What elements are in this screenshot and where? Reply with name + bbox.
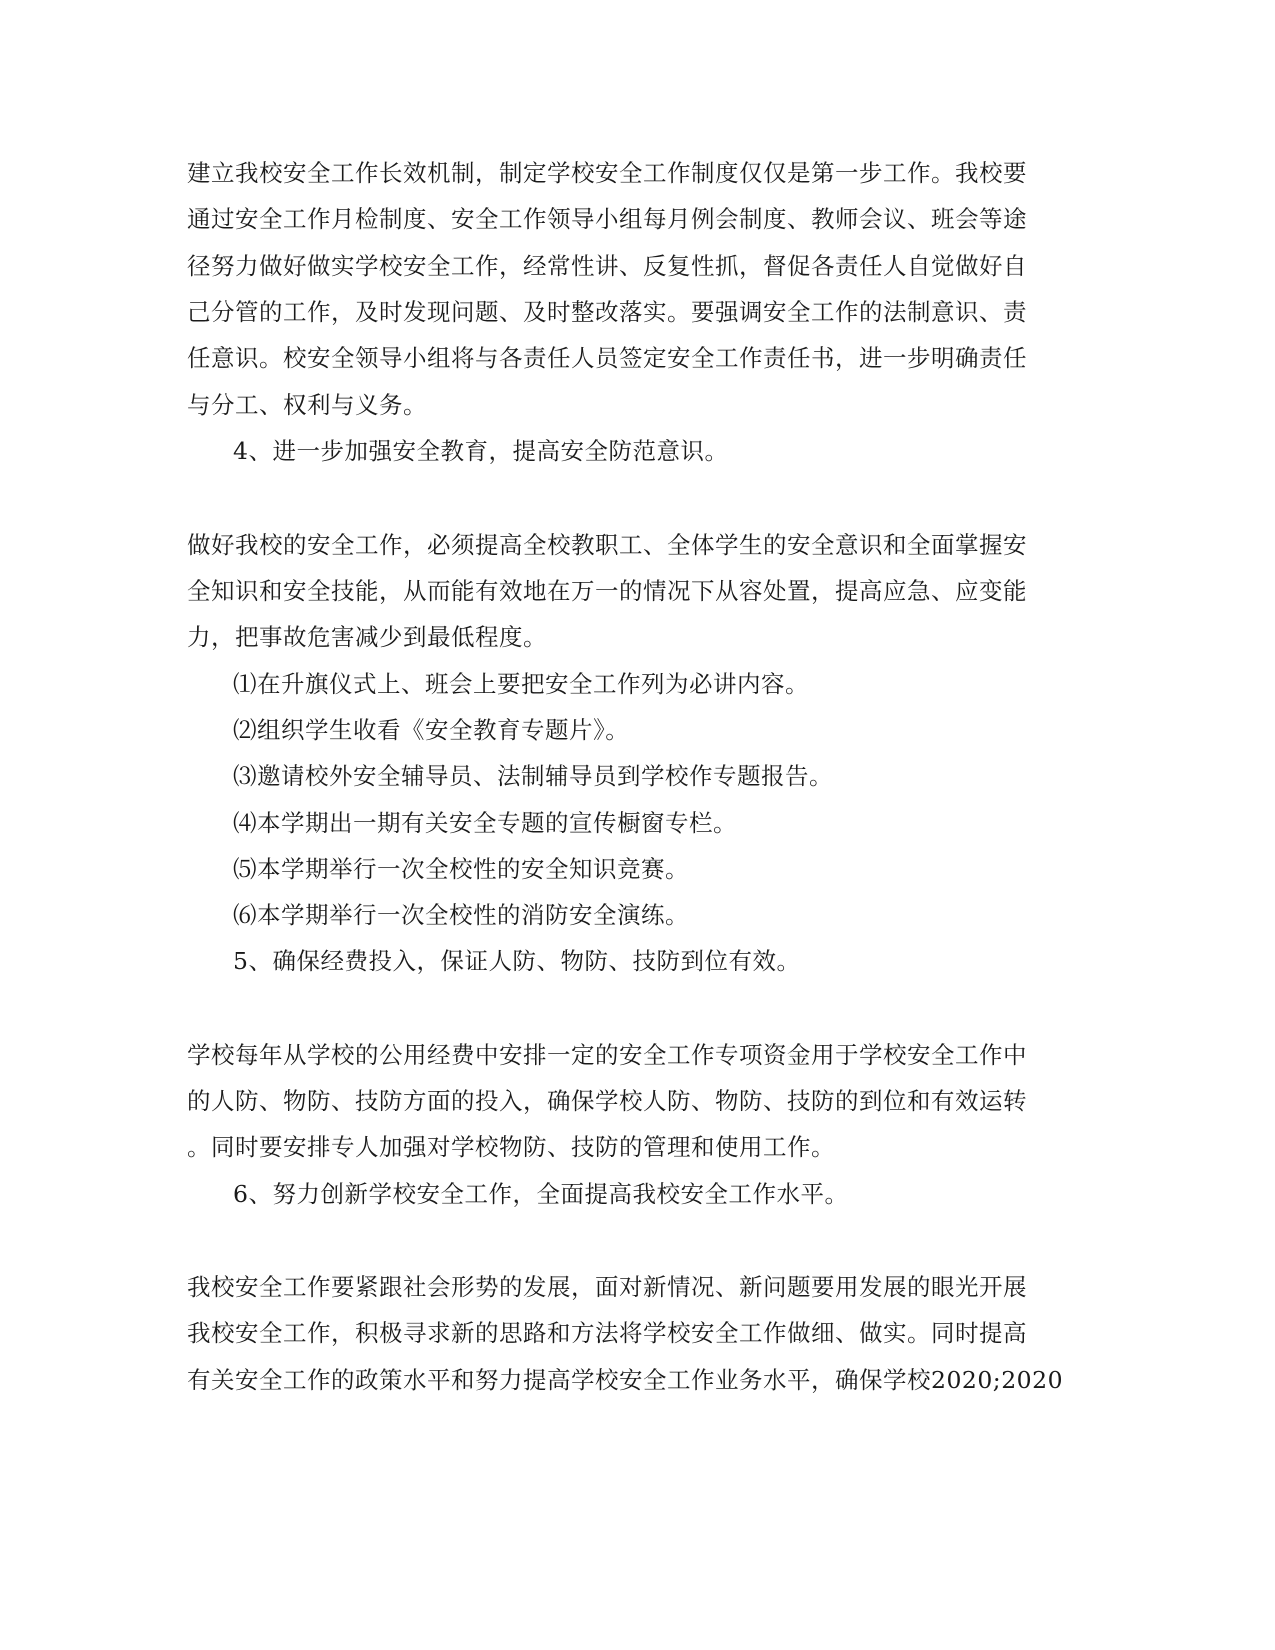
list-item-3: ⑶邀请校外安全辅导员、法制辅导员到学校作专题报告。 (233, 762, 833, 790)
paragraph-2-line-1: 做好我校的安全工作，必须提高全校教职工、全体学生的安全意识和全面掌握安 (187, 531, 1027, 559)
section-heading-4: 4、进一步加强安全教育，提高安全防范意识。 (233, 437, 729, 465)
paragraph-3-line-1: 学校每年从学校的公用经费中安排一定的安全工作专项资金用于学校安全工作中 (187, 1041, 1027, 1069)
paragraph-4-line-2: 我校安全工作，积极寻求新的思路和方法将学校安全工作做细、做实。同时提高 (187, 1319, 1027, 1347)
paragraph-3-line-2: 的人防、物防、技防方面的投入，确保学校人防、物防、技防的到位和有效运转 (187, 1087, 1027, 1115)
list-item-6: ⑹本学期举行一次全校性的消防安全演练。 (233, 901, 689, 929)
list-item-1: ⑴在升旗仪式上、班会上要把安全工作列为必讲内容。 (233, 670, 809, 698)
section-heading-5: 5、确保经费投入，保证人防、物防、技防到位有效。 (233, 947, 801, 975)
section-heading-6: 6、努力创新学校安全工作，全面提高我校安全工作水平。 (233, 1180, 849, 1208)
paragraph-4-line-3: 有关安全工作的政策水平和努力提高学校安全工作业务水平，确保学校2020;2020 (187, 1366, 1064, 1394)
paragraph-1-line-3: 径努力做好做实学校安全工作，经常性讲、反复性抓，督促各责任人自觉做好自 (187, 252, 1027, 280)
paragraph-2-line-2: 全知识和安全技能，从而能有效地在万一的情况下从容处置，提高应急、应变能 (187, 577, 1027, 605)
paragraph-4-line-1: 我校安全工作要紧跟社会形势的发展，面对新情况、新问题要用发展的眼光开展 (187, 1273, 1027, 1301)
list-item-2: ⑵组织学生收看《安全教育专题片》。 (233, 716, 630, 744)
paragraph-1-line-2: 通过安全工作月检制度、安全工作领导小组每月例会制度、教师会议、班会等途 (187, 205, 1027, 233)
paragraph-3-line-3: 。同时要安排专人加强对学校物防、技防的管理和使用工作。 (187, 1133, 835, 1161)
paragraph-1-line-6: 与分工、权利与义务。 (187, 391, 427, 419)
list-item-4: ⑷本学期出一期有关安全专题的宣传橱窗专栏。 (233, 809, 737, 837)
paragraph-2-line-3: 力，把事故危害减少到最低程度。 (187, 623, 547, 651)
paragraph-1-line-1: 建立我校安全工作长效机制，制定学校安全工作制度仅仅是第一步工作。我校要 (187, 159, 1027, 187)
list-item-5: ⑸本学期举行一次全校性的安全知识竞赛。 (233, 855, 689, 883)
paragraph-1-line-4: 己分管的工作，及时发现问题、及时整改落实。要强调安全工作的法制意识、责 (187, 298, 1027, 326)
paragraph-1-line-5: 任意识。校安全领导小组将与各责任人员签定安全工作责任书，进一步明确责任 (187, 344, 1027, 372)
